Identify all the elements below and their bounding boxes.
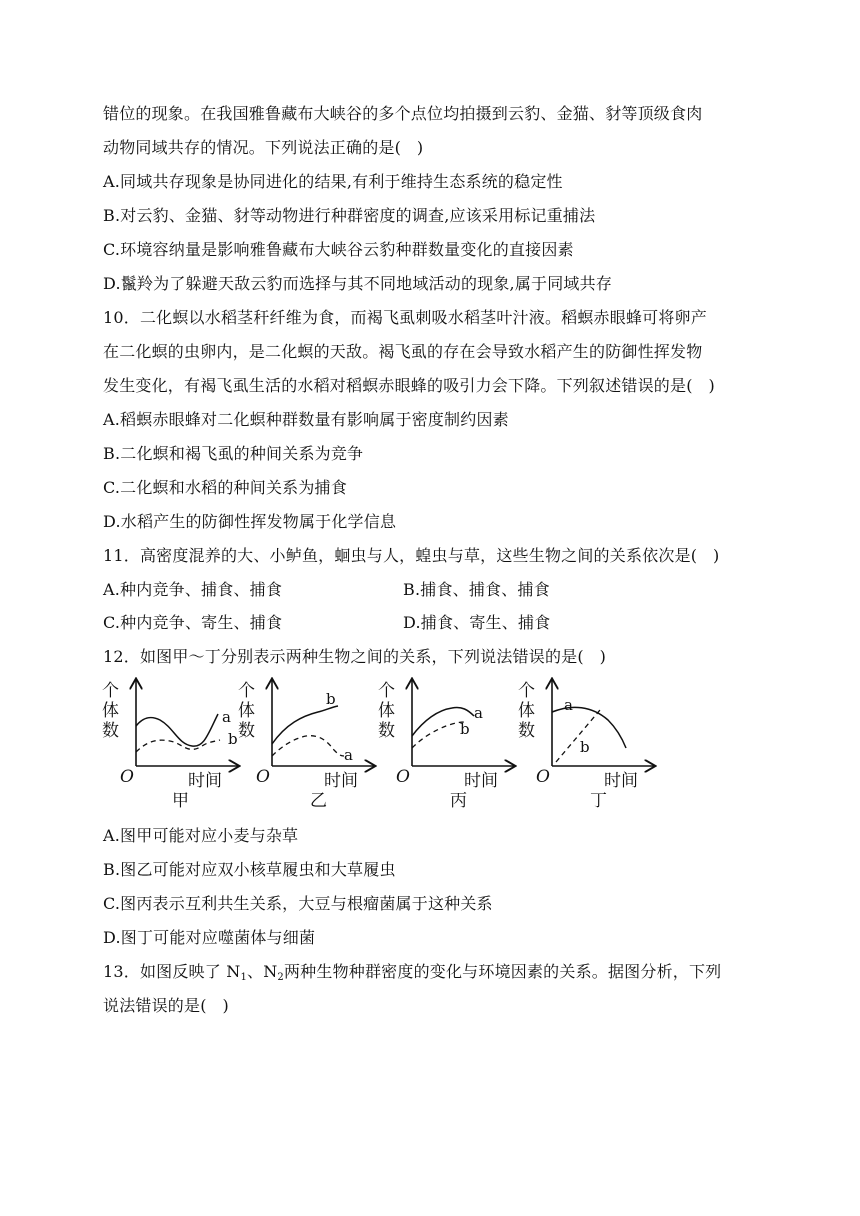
q13-stem-mid: 、N	[247, 962, 278, 981]
q10-option-b: B.二化螟和褐飞虱的种间关系为竞争	[103, 444, 364, 463]
bing-origin: O	[396, 767, 410, 787]
yi-origin: O	[256, 767, 270, 787]
q12-figure	[100, 676, 660, 820]
yi-ylabel-3: 数	[238, 721, 255, 741]
yi-curve-a: a	[344, 746, 353, 764]
q10-stem-line-1: 10．二化螟以水稻茎秆纤维为食，而褐飞虱刺吸水稻茎叶汁液。稻螟赤眼蜂可将卵产	[103, 308, 707, 327]
ding-curve-b: b	[580, 738, 590, 756]
panel-yi	[238, 680, 374, 811]
q10-option-d: D.水稻产生的防御性挥发物属于化学信息	[103, 512, 397, 531]
q9-option-d: D.鬣羚为了躲避天敌云豹而选择与其不同地域活动的现象,属于同域共存	[103, 274, 613, 293]
q11-option-c: C.种内竞争、寄生、捕食	[103, 613, 283, 632]
bing-ylabel-2: 体	[378, 701, 395, 721]
yi-ylabel-2: 体	[238, 701, 255, 721]
bing-ylabel-3: 数	[378, 721, 395, 741]
q13-stem-line-1	[103, 962, 721, 988]
ding-xlabel: 时间	[604, 771, 638, 791]
q10-stem-line-3: 发生变化，有褐飞虱生活的水稻对稻螟赤眼蜂的吸引力会下降。下列叙述错误的是( )	[103, 376, 715, 395]
q9-stem-line-1: 错位的现象。在我国雅鲁藏布大峡谷的多个点位均拍摄到云豹、金猫、豺等顶级食肉	[103, 104, 703, 123]
bing-panel-name: 丙	[450, 791, 467, 811]
jia-ylabel-2: 体	[102, 701, 119, 721]
yi-curve-b: b	[326, 690, 336, 708]
q12-stem: 12．如图甲～丁分别表示两种生物之间的关系，下列说法错误的是( )	[103, 647, 607, 666]
bing-curve-b: b	[460, 720, 470, 738]
jia-ylabel-1: 个	[102, 681, 119, 701]
q12-option-b: B.图乙可能对应双小核草履虫和大草履虫	[103, 860, 396, 879]
yi-ylabel-1: 个	[238, 681, 255, 701]
q13-sub-2: 2	[277, 972, 284, 983]
q9-option-c: C.环境容纳量是影响雅鲁藏布大峡谷云豹种群数量变化的直接因素	[103, 240, 574, 259]
panel-bing	[378, 680, 514, 811]
jia-curve-a: a	[222, 708, 231, 726]
ding-panel-name: 丁	[590, 791, 607, 811]
bing-xlabel: 时间	[464, 771, 498, 791]
bing-curve-a: a	[474, 704, 483, 722]
q12-option-a: A.图甲可能对应小麦与杂草	[103, 826, 299, 845]
bing-ylabel-1: 个	[378, 681, 395, 701]
q10-option-a: A.稻螟赤眼蜂对二化螟种群数量有影响属于密度制约因素	[103, 410, 509, 429]
ding-origin: O	[536, 767, 550, 787]
q13-sub-1: 1	[240, 972, 248, 983]
ding-ylabel-1: 个	[518, 681, 535, 701]
q13-stem-post: 两种生物种群密度的变化与环境因素的关系。据图分析，下列	[283, 962, 722, 981]
jia-origin: O	[120, 767, 134, 787]
q9-option-a: A.同域共存现象是协同进化的结果,有利于维持生态系统的稳定性	[103, 172, 563, 191]
q11-stem: 11．高密度混养的大、小鲈鱼，蛔虫与人，蝗虫与草，这些生物之间的关系依次是( )	[103, 546, 720, 565]
jia-ylabel-3: 数	[102, 721, 119, 741]
ding-ylabel-3: 数	[518, 721, 535, 741]
ding-curve-a: a	[564, 696, 573, 714]
q9-stem-line-2: 动物同域共存的情况。下列说法正确的是( )	[103, 138, 424, 157]
ding-ylabel-2: 体	[518, 701, 535, 721]
q11-option-b: B.捕食、捕食、捕食	[403, 580, 550, 599]
q12-option-d: D.图丁可能对应噬菌体与细菌	[103, 928, 316, 947]
panel-ding	[518, 680, 654, 811]
q10-option-c: C.二化螟和水稻的种间关系为捕食	[103, 478, 347, 497]
q10-stem-line-2: 在二化螟的虫卵内，是二化螟的天敌。褐飞虱的存在会导致水稻产生的防御性挥发物	[103, 342, 703, 361]
jia-curve-b: b	[228, 730, 238, 748]
panel-jia	[102, 680, 238, 811]
yi-xlabel: 时间	[324, 771, 358, 791]
q11-option-d: D.捕食、寄生、捕食	[403, 613, 551, 632]
q13-stem-pre: 13．如图反映了 N	[103, 962, 241, 981]
yi-panel-name: 乙	[310, 791, 327, 811]
q9-option-b: B.对云豹、金猫、豺等动物进行种群密度的调查,应该采用标记重捕法	[103, 206, 596, 225]
jia-panel-name: 甲	[172, 791, 189, 811]
jia-xlabel: 时间	[188, 771, 222, 791]
q12-option-c: C.图丙表示互利共生关系，大豆与根瘤菌属于这种关系	[103, 894, 493, 913]
q12-figure-svg	[100, 676, 660, 816]
q13-stem-line-2: 说法错误的是( )	[103, 996, 229, 1015]
q11-option-a: A.种内竞争、捕食、捕食	[103, 580, 283, 599]
